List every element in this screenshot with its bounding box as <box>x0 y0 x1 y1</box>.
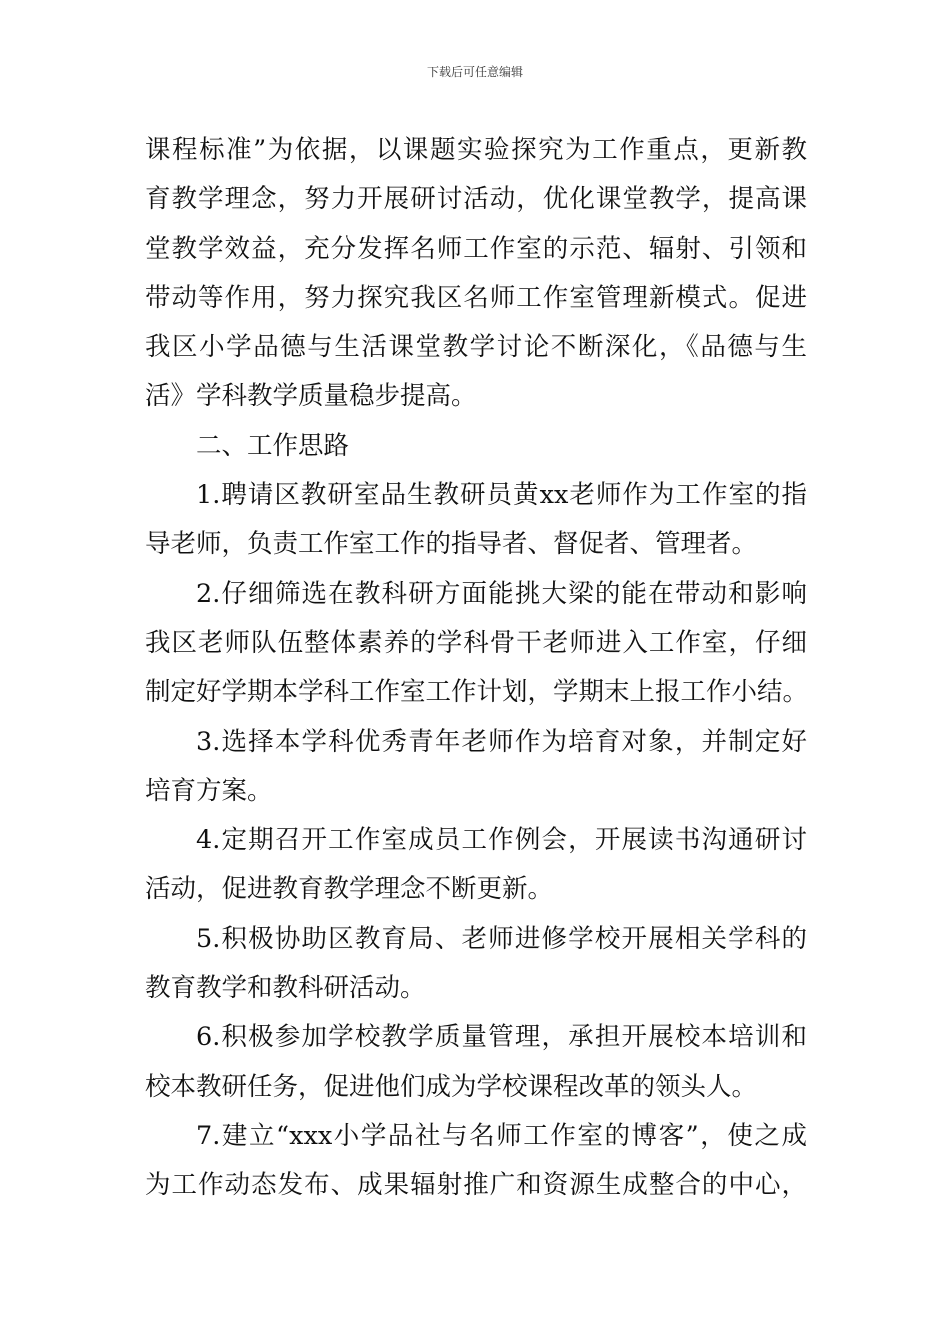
text-line: 6.积极参加学校教学质量管理，承担开展校本培训和 <box>196 1022 807 1053</box>
text-line: 7.建立“xxx小学品社与名师工作室的博客”，使之成 <box>196 1120 807 1151</box>
text-line: 校本教研任务，促进他们成为学校课程改革的领头人。 <box>145 1071 758 1102</box>
text-line: 为工作动态发布、成果辐射推广和资源生成整合的中心， <box>145 1170 807 1201</box>
text-line: 制定好学期本学科工作室工作计划，学期末上报工作小结。 <box>145 677 809 708</box>
text-line: 我区小学品德与生活课堂教学讨论不断深化，《品德与生 <box>145 332 807 363</box>
text-line: 教育教学和教科研活动。 <box>145 973 426 1004</box>
page-header: 下载后可任意编辑 <box>426 65 523 79</box>
text-line: 活》学科教学质量稳步提高。 <box>145 381 477 412</box>
text-line: 带动等作用，努力探究我区名师工作室管理新模式。促进 <box>145 282 807 313</box>
text-line: 堂教学效益，充分发挥名师工作室的示范、辐射、引领和 <box>145 233 807 264</box>
text-line: 培育方案。 <box>145 775 273 806</box>
text-line: 4.定期召开工作室成员工作例会，开展读书沟通研讨 <box>196 825 807 856</box>
text-line: 导老师，负责工作室工作的指导者、督促者、管理者。 <box>145 529 758 560</box>
text-line: 课程标准”为依据，以课题实验探究为工作重点，更新教 <box>145 135 807 165</box>
text-line: 我区老师队伍整体素养的学科骨干老师进入工作室，仔细 <box>145 627 807 658</box>
text-line: 3.选择本学科优秀青年老师作为培育对象，并制定好 <box>196 726 807 757</box>
text-line: 5.积极协助区教育局、老师进修学校开展相关学科的 <box>196 923 807 954</box>
text-line: 二、工作思路 <box>196 430 350 461</box>
document-body <box>145 126 807 1211</box>
text-line: 育教学理念，努力开展研讨活动，优化课堂教学，提高课 <box>145 184 807 215</box>
text-line: 1.聘请区教研室品生教研员黄xx老师作为工作室的指 <box>196 480 807 511</box>
text-line: 2.仔细筛选在教科研方面能挑大梁的能在带动和影响 <box>196 578 807 609</box>
text-line: 活动，促进教育教学理念不断更新。 <box>145 874 554 905</box>
